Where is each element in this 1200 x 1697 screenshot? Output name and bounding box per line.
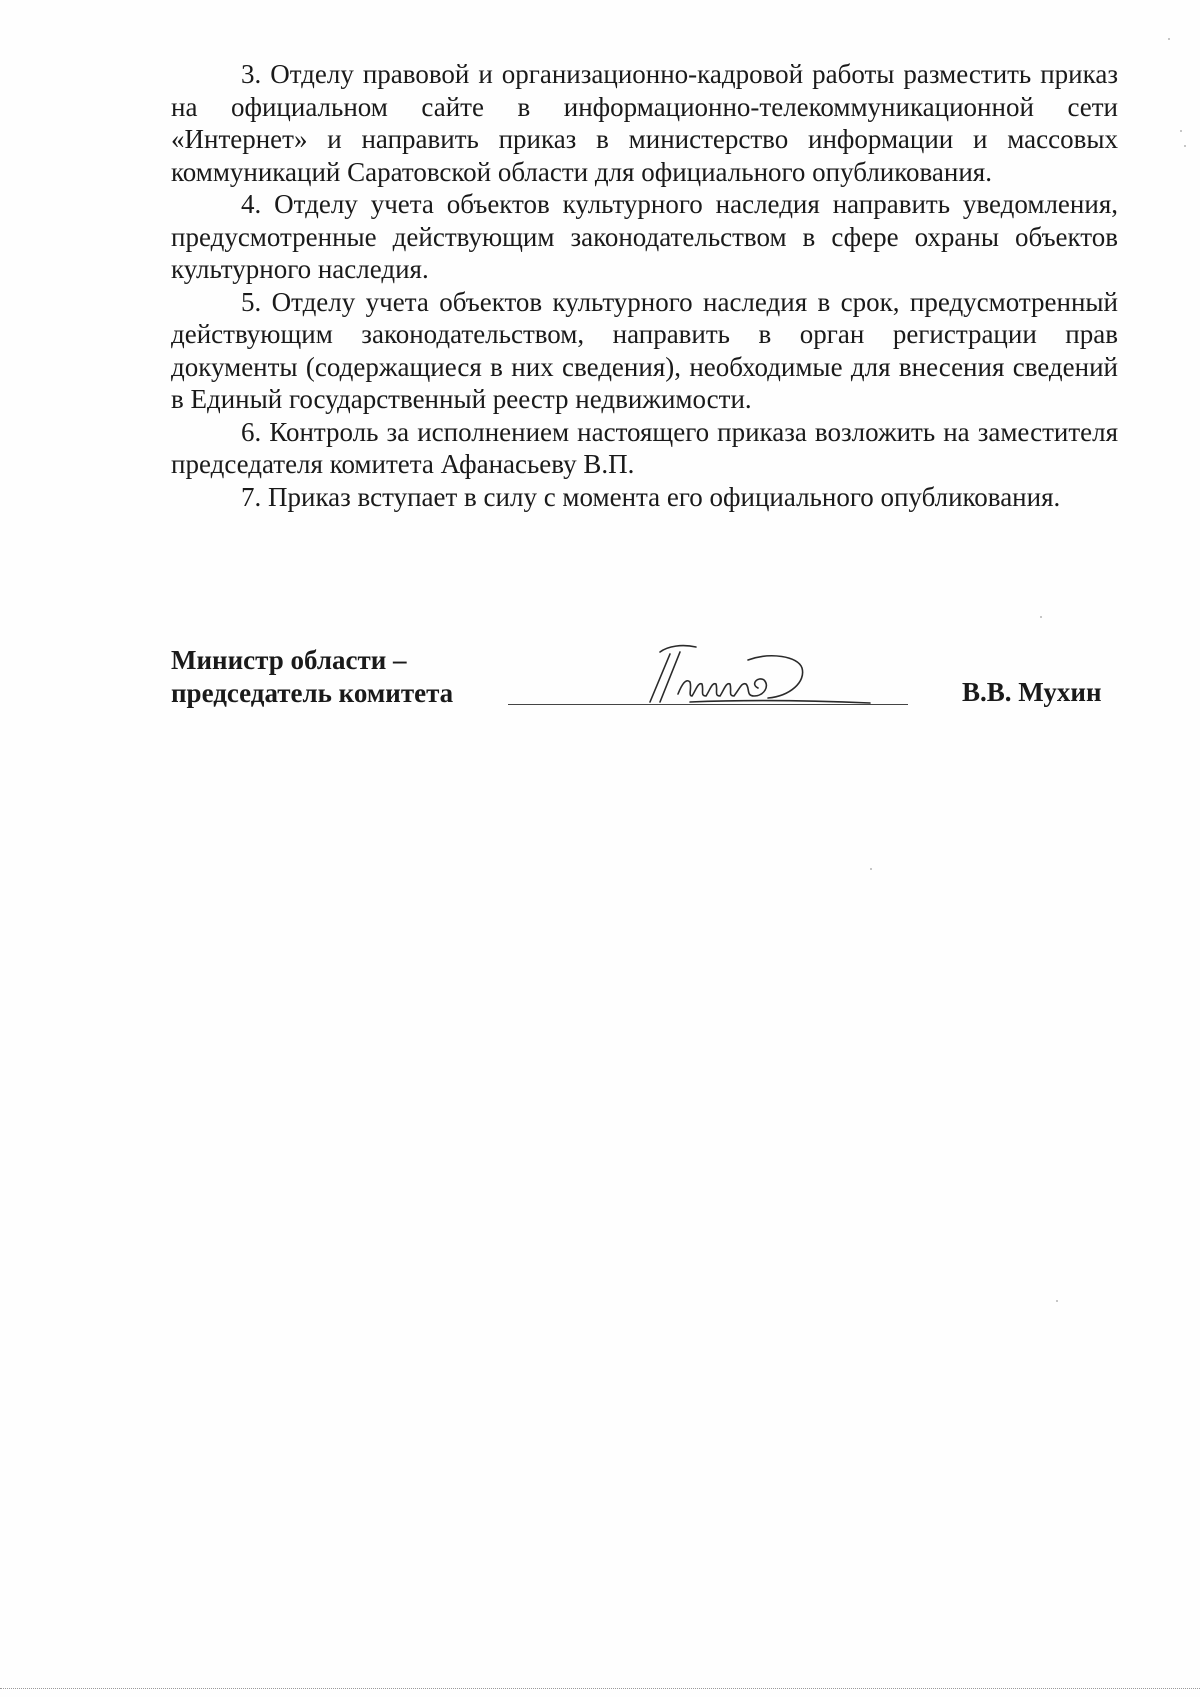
signatory-position-line-2: председатель комитета bbox=[171, 678, 454, 708]
paragraph-4: 4. Отделу учета объектов культурного наследия направить уведомления, предусмотренные действующим законодательством в сфере охраны объектов культурного наследия. bbox=[171, 189, 1118, 284]
scan-speck bbox=[1040, 616, 1042, 618]
scan-speck bbox=[870, 868, 872, 870]
handwritten-signature bbox=[630, 638, 910, 718]
signatory-position-line-1: Министр области – bbox=[171, 645, 407, 675]
paragraph-5: 5. Отделу учета объектов культурного наследия в срок, предусмотренный действующим законодательством, направить в орган регистрации прав документы (содержащиеся в них сведения), необходимые для внесения сведений в Единый государственный реестр недвижимости. bbox=[171, 286, 1118, 414]
scan-speck bbox=[1168, 38, 1170, 40]
paragraph-7: 7. Приказ вступает в силу с момента его официального опубликования. bbox=[241, 481, 1061, 512]
scan-edge-line bbox=[0, 1688, 1200, 1689]
signatory-position bbox=[171, 644, 453, 710]
order-body bbox=[171, 58, 1118, 513]
scan-speck bbox=[1184, 145, 1186, 147]
paragraph-3: 3. Отделу правовой и организационно-кадровой работы разместить приказ на официальном сайте в информационно-телекоммуникационной сети «Интернет» и направить приказ в министерство информации и массовых коммуникаций Саратовской области для официального опубликования. bbox=[171, 59, 1118, 187]
scan-speck bbox=[1056, 1300, 1058, 1302]
scan-speck bbox=[1180, 130, 1182, 132]
paragraph-6: 6. Контроль за исполнением настоящего приказа возложить на заместителя председателя комитета Афанасьеву В.П. bbox=[171, 416, 1118, 479]
signatory-name: В.В. Мухин bbox=[962, 677, 1102, 707]
